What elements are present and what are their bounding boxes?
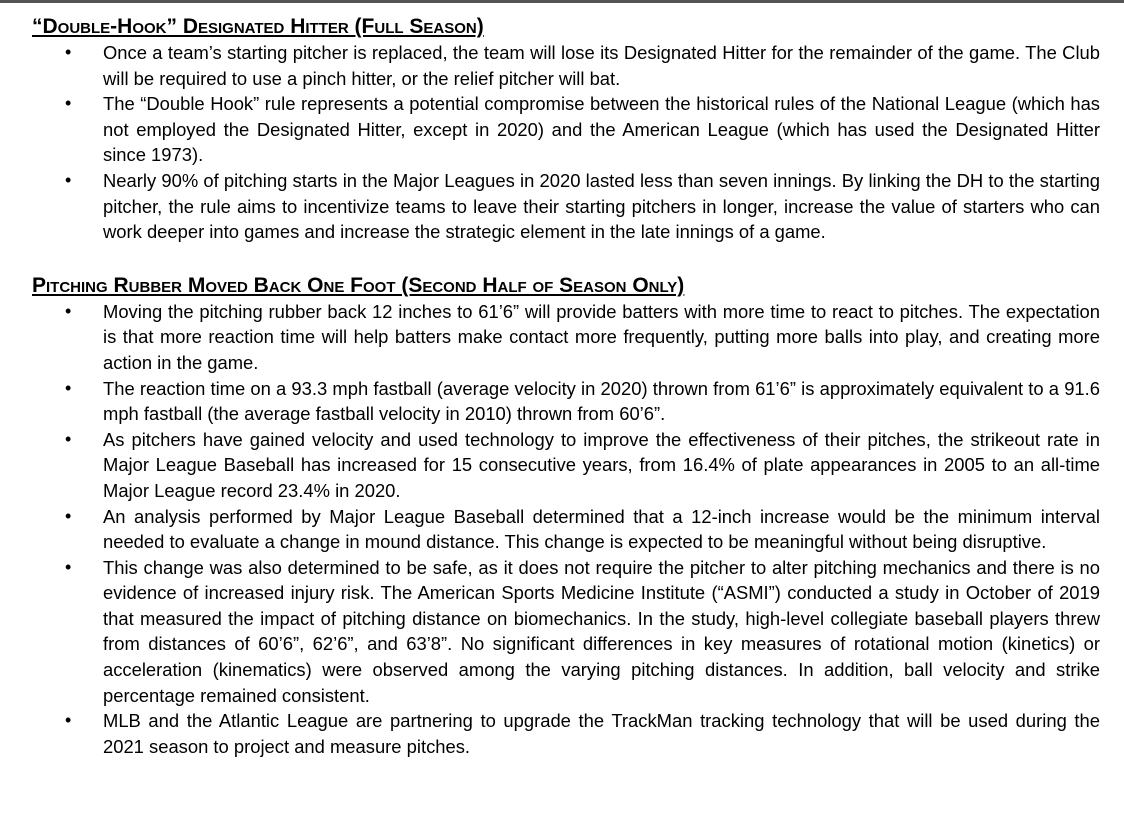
list-item bbox=[32, 504, 1100, 555]
bullet-list bbox=[32, 299, 1100, 760]
list-item bbox=[32, 427, 1100, 504]
bullet-icon: • bbox=[65, 710, 72, 731]
list-item-text: MLB and the Atlantic League are partnering to upgrade the TrackMan tracking technology that will be used during the 2021 season to project and measure pitches. bbox=[103, 710, 1100, 757]
list-item-text: An analysis performed by Major League Baseball determined that a 12-inch increase would be the minimum interval needed to evaluate a change in mound distance. This change is expected to be meaningful without being disruptive. bbox=[103, 505, 1100, 553]
list-item bbox=[32, 91, 1100, 168]
list-item bbox=[32, 168, 1100, 245]
list-item bbox=[32, 555, 1100, 709]
section-title: “Double-Hook” Designated Hitter (Full Season) bbox=[32, 15, 484, 38]
top-border-rule bbox=[0, 0, 1124, 3]
list-item-text: The reaction time on a 93.3 mph fastball (average velocity in 2020) thrown from 61’6” is approximately equivalent to a 91.6 mph fastball (the average fastball velocity in 2010) thrown from 60’6”. bbox=[103, 377, 1100, 425]
bullet-icon: • bbox=[65, 169, 72, 190]
bullet-list bbox=[32, 40, 1100, 245]
section-title: Pitching Rubber Moved Back One Foot (Second Half of Season Only) bbox=[32, 273, 685, 297]
bullet-icon: • bbox=[65, 556, 72, 577]
bullet-icon: • bbox=[65, 377, 72, 398]
list-item-text: Moving the pitching rubber back 12 inches to 61’6” will provide batters with more time to react to pitches. The expectation is that more reaction time will help batters make contact more frequently, putting more balls into play, and creating more action in the game. bbox=[103, 300, 1100, 373]
list-item-text: This change was also determined to be safe, as it does not require the pitcher to alter pitching mechanics and there is no evidence of increased injury risk. The American Sports Medicine Institute (“ASMI”) conducted a study in October of 2019 that measured the impact of pitching distance on biomechanics. In the study, high-level collegiate baseball players threw from distances of 60’6”, 62’6”, and 63’8”. No significant differences in key measures of rotational motion (kinetics) or acceleration (kinematics) were observed among the varying pitching distances. In addition, ball velocity and strike percentage remained consistent. bbox=[103, 556, 1100, 706]
list-item bbox=[32, 376, 1100, 427]
document-page bbox=[32, 14, 1100, 759]
bullet-icon: • bbox=[65, 93, 72, 114]
section-double-hook-dh bbox=[32, 14, 1100, 245]
list-item-text: Once a team’s starting pitcher is replaced, the team will lose its Designated Hitter for the remainder of the game. The Club will be required to use a pinch hitter, or the relief pitcher will bat. bbox=[103, 42, 1100, 89]
list-item-text: The “Double Hook” rule represents a potential compromise between the historical rules of the National League (which has not employed the Designated Hitter, except in 2020) and the American League (which has used the Designated Hitter since 1973). bbox=[103, 93, 1100, 166]
list-item bbox=[32, 40, 1100, 91]
list-item bbox=[32, 299, 1100, 376]
list-item bbox=[32, 708, 1100, 759]
section-pitching-rubber bbox=[32, 273, 1100, 760]
bullet-icon: • bbox=[65, 42, 72, 62]
bullet-icon: • bbox=[65, 300, 72, 321]
bullet-icon: • bbox=[65, 505, 72, 526]
list-item-text: As pitchers have gained velocity and used technology to improve the effectiveness of their pitches, the strikeout rate in Major League Baseball has increased for 15 consecutive years, from 16.4% of plate appearances in 2005 to an all-time Major League record 23.4% in 2020. bbox=[103, 428, 1100, 501]
list-item-text: Nearly 90% of pitching starts in the Major Leagues in 2020 lasted less than seven innings. By linking the DH to the starting pitcher, the rule aims to incentivize teams to leave their starting pitchers in longer, increase the value of starters who can work deeper into games and increase the strategic element in the late innings of a game. bbox=[103, 169, 1100, 243]
bullet-icon: • bbox=[65, 428, 72, 449]
